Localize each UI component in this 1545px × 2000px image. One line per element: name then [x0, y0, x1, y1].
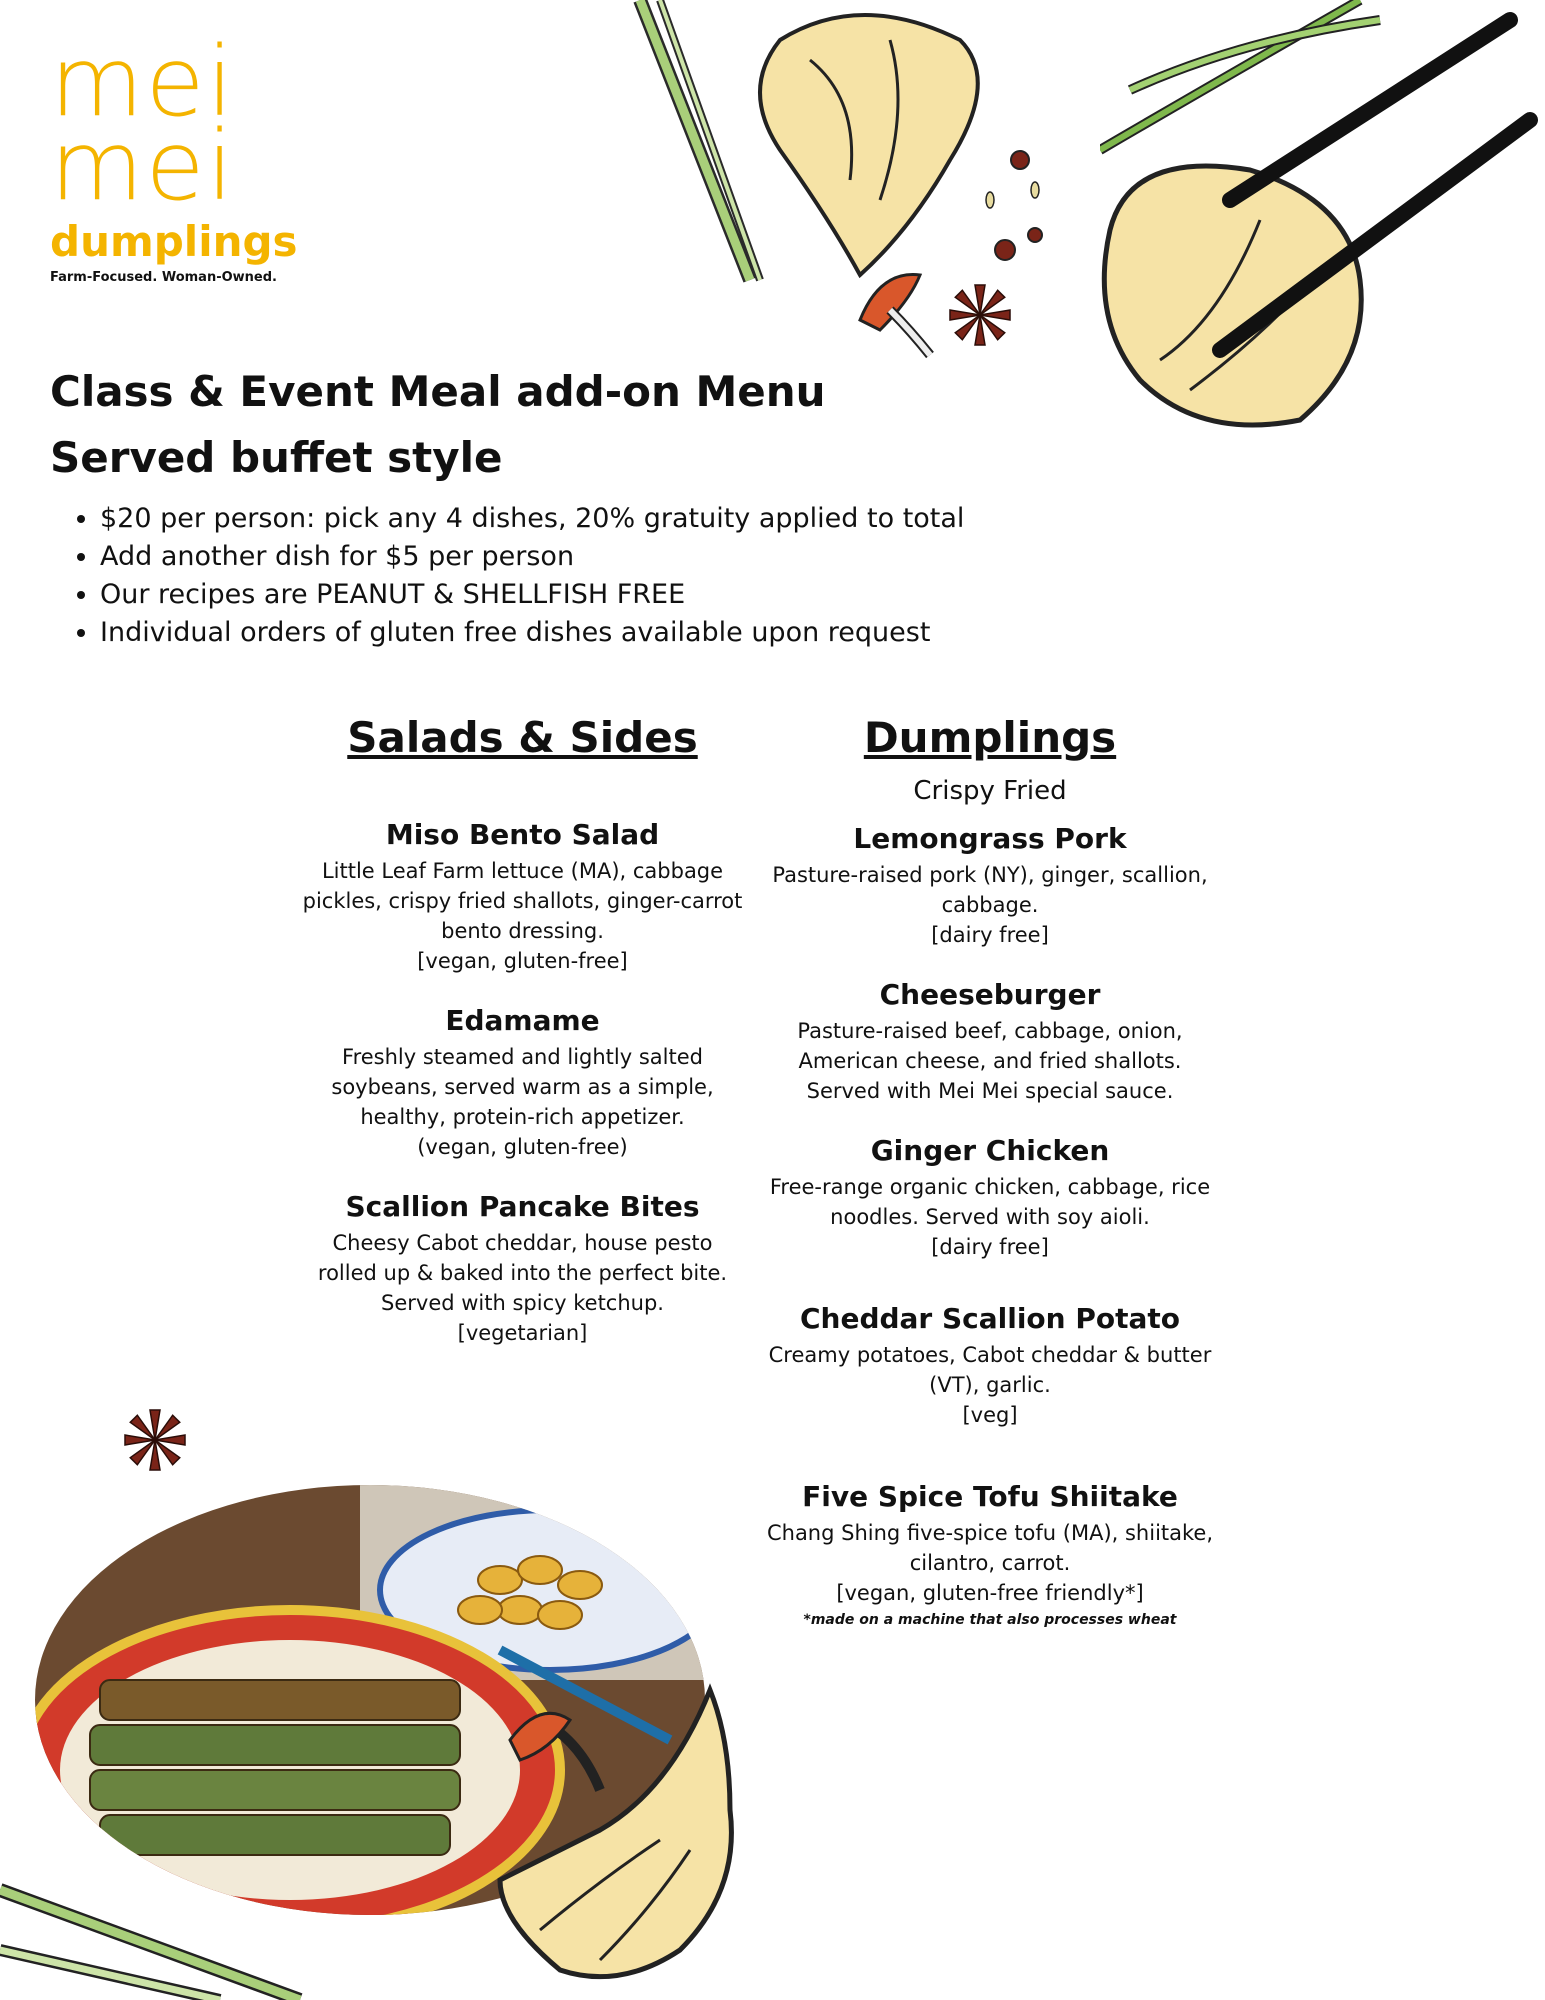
- logo-word-dumplings: dumplings: [50, 217, 298, 266]
- item-name: Scallion Pancake Bites: [345, 1190, 700, 1223]
- item-tags: [dairy free]: [931, 923, 1049, 947]
- menu-item: [300, 1190, 745, 1348]
- item-tags: [vegetarian]: [457, 1321, 588, 1345]
- menu-item: [300, 818, 745, 976]
- item-name: Ginger Chicken: [870, 1134, 1110, 1167]
- salads-heading: Salads & Sides: [347, 713, 698, 762]
- item-tags: [vegan, gluten-free]: [417, 949, 628, 973]
- dumplings-heading: Dumplings: [863, 713, 1117, 762]
- info-bullets: [60, 500, 1200, 652]
- item-tags: (vegan, gluten-free): [417, 1135, 628, 1159]
- menu-item: [760, 1302, 1220, 1430]
- item-tags: [dairy free]: [931, 1235, 1049, 1259]
- item-desc: Freshly steamed and lightly salted soybeans, served warm as a simple, healthy, protein-rich appetizer.: [331, 1045, 714, 1129]
- spice-clove-icon: [975, 140, 1065, 280]
- menu-item: [760, 1134, 1220, 1262]
- menu-item: [760, 978, 1220, 1106]
- item-desc: Creamy potatoes, Cabot cheddar & butter (VT), garlic.: [768, 1343, 1212, 1397]
- logo-word-mei-2: mei: [50, 110, 236, 222]
- item-name: Miso Bento Salad: [385, 818, 660, 851]
- menu-item: [760, 1480, 1220, 1628]
- item-desc: Cheesy Cabot cheddar, house pesto rolled up & baked into the perfect bite. Served with spicy ketchup.: [317, 1231, 728, 1315]
- dumpling-illustration-bottom: [480, 1680, 800, 2000]
- page-title: Class & Event Meal add-on Menu: [50, 367, 826, 416]
- star-anise-icon-bottom: [120, 1405, 190, 1475]
- bullet-price: • $20 per person: pick any 4 dishes, 20% gratuity applied to total: [100, 500, 1200, 538]
- bullet-gluten-free: • Individual orders of gluten free dishes available upon request: [100, 614, 1200, 652]
- item-desc: Little Leaf Farm lettuce (MA), cabbage pickles, crispy fried shallots, ginger-carrot bento dressing.: [302, 859, 743, 943]
- mushroom-icon: [850, 260, 950, 370]
- dumplings-subheading: Crispy Fried: [913, 776, 1067, 806]
- scallion-illustration-bottom: [0, 1830, 330, 2000]
- chopsticks-dumpling-illustration: [1070, 0, 1545, 440]
- menu-item: [760, 822, 1220, 950]
- item-name: Edamame: [445, 1004, 600, 1037]
- item-name: Cheddar Scallion Potato: [799, 1302, 1181, 1335]
- item-name: Cheeseburger: [879, 978, 1101, 1011]
- brand-tagline: Farm-Focused. Woman-Owned.: [50, 270, 277, 285]
- bullet-allergens: • Our recipes are PEANUT & SHELLFISH FREE: [100, 576, 1200, 614]
- item-desc: Pasture-raised pork (NY), ginger, scallion, cabbage.: [772, 863, 1208, 917]
- bullet-add-dish: • Add another dish for $5 per person: [100, 538, 1200, 576]
- dumplings-section: [760, 708, 1220, 1628]
- salads-sides-section: [300, 708, 745, 1348]
- menu-item: [300, 1004, 745, 1162]
- item-desc: Pasture-raised beef, cabbage, onion, American cheese, and fried shallots. Served with Mei Mei special sauce.: [797, 1019, 1183, 1103]
- item-name: Lemongrass Pork: [853, 822, 1127, 855]
- item-tags: [veg]: [962, 1403, 1018, 1427]
- item-name: Five Spice Tofu Shiitake: [802, 1480, 1178, 1513]
- item-tags: [vegan, gluten-free friendly*]: [836, 1581, 1144, 1605]
- brand-logo: [50, 26, 350, 285]
- star-anise-icon: [945, 280, 1015, 350]
- logo-word-mei: mei: [50, 26, 236, 138]
- item-desc: Chang Shing five-spice tofu (MA), shiitake, cilantro, carrot.: [766, 1521, 1214, 1575]
- footnote: *made on a machine that also processes wheat: [803, 1612, 1177, 1628]
- item-desc: Free-range organic chicken, cabbage, rice noodles. Served with soy aioli.: [769, 1175, 1211, 1229]
- page-subtitle: Served buffet style: [50, 433, 503, 482]
